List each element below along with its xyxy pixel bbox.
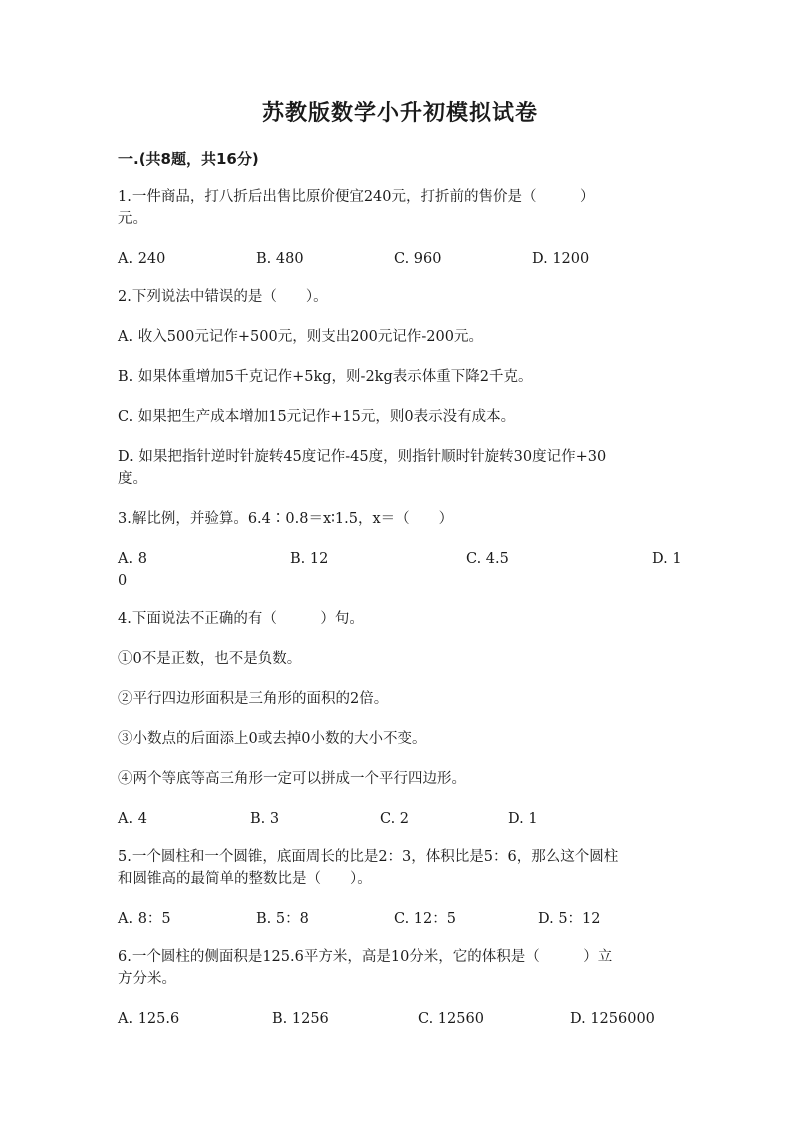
question-3-option-a: A. 8 <box>118 551 147 567</box>
question-5-option-c: C. 12：5 <box>394 911 456 927</box>
question-6-option-a: A. 125.6 <box>118 1011 180 1027</box>
question-2-option-b: B. 如果体重增加5千克记作+5kg，则-2kg表示体重下降2千克。 <box>118 369 533 385</box>
question-5-stem-cont: 和圆锥高的最简单的整数比是（ ）。 <box>118 871 372 887</box>
question-1-option-b: B. 480 <box>256 251 304 267</box>
question-1-option-c: C. 960 <box>394 251 442 267</box>
question-2-option-c: C. 如果把生产成本增加15元记作+15元，则0表示没有成本。 <box>118 409 516 425</box>
question-2-option-a: A. 收入500元记作+500元，则支出200元记作-200元。 <box>118 329 483 345</box>
question-4-statement-1: ①0不是正数，也不是负数。 <box>118 651 302 667</box>
question-3-stem: 3.解比例，并验算。6.4∶0.8＝x∶1.5，x＝（ ） <box>118 511 454 527</box>
question-5-stem: 5.一个圆柱和一个圆锥，底面周长的比是2：3，体积比是5：6，那么这个圆柱 <box>118 849 619 865</box>
question-4-statement-4: ④两个等底等高三角形一定可以拼成一个平行四边形。 <box>118 771 466 787</box>
question-4-stem: 4.下面说法不正确的有（ ）句。 <box>118 611 364 627</box>
question-6-option-b: B. 1256 <box>272 1011 329 1027</box>
question-4-statement-2: ②平行四边形面积是三角形的面积的2倍。 <box>118 691 389 707</box>
question-1-option-d: D. 1200 <box>532 251 590 267</box>
question-4-option-b: B. 3 <box>250 811 280 827</box>
section-heading: 一.(共8题，共16分) <box>118 150 259 168</box>
question-2-option-d-cont: 度。 <box>118 471 147 487</box>
question-6-stem: 6.一个圆柱的侧面积是125.6平方米，高是10分米，它的体积是（ ）立 <box>118 949 613 965</box>
question-6-option-d: D. 1256000 <box>570 1011 655 1027</box>
question-4-option-d: D. 1 <box>508 811 538 827</box>
question-2-option-d: D. 如果把指针逆时针旋转45度记作-45度，则指针顺时针旋转30度记作+30 <box>118 449 607 465</box>
question-5-option-a: A. 8：5 <box>118 911 171 927</box>
page-title: 苏教版数学小升初模拟试卷 <box>261 101 538 126</box>
question-1-stem: 1.一件商品，打八折后出售比原价便宜240元，打折前的售价是（ ） <box>118 189 595 205</box>
question-3-option-d-cont: 0 <box>118 573 128 589</box>
question-6-stem-cont: 方分米。 <box>118 971 176 987</box>
question-3-option-c: C. 4.5 <box>466 551 509 567</box>
question-5-option-b: B. 5：8 <box>256 911 309 927</box>
question-5-option-d: D. 5：12 <box>538 911 601 927</box>
question-1-stem-cont: 元。 <box>118 211 147 227</box>
question-4-statement-3: ③小数点的后面添上0或去掉0小数的大小不变。 <box>118 731 427 747</box>
question-1-option-a: A. 240 <box>118 251 166 267</box>
question-3-option-d: D. 1 <box>652 551 682 567</box>
question-6-option-c: C. 12560 <box>418 1011 484 1027</box>
question-4-option-c: C. 2 <box>380 811 410 827</box>
question-4-option-a: A. 4 <box>118 811 147 827</box>
question-2-stem: 2.下列说法中错误的是（ ）。 <box>118 289 328 305</box>
question-3-option-b: B. 12 <box>290 551 329 567</box>
